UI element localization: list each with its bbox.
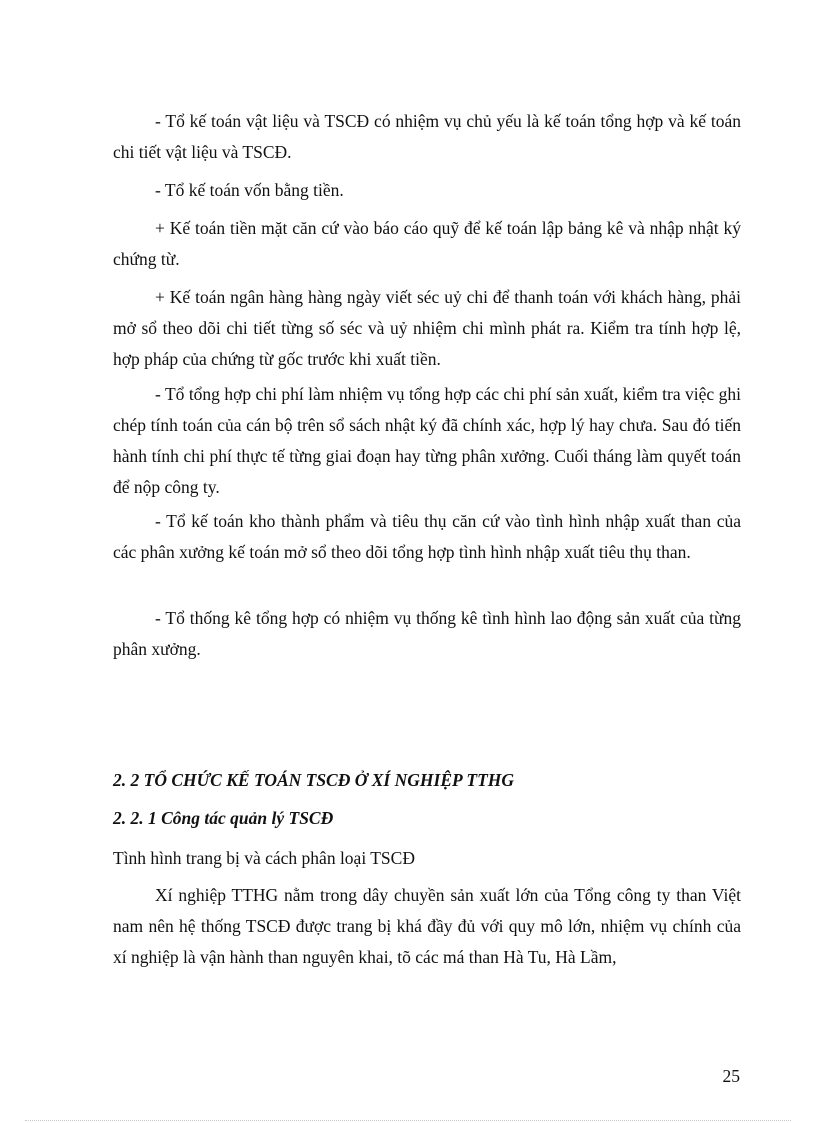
paragraph-cash-team: - Tổ kế toán vốn bằng tiền.: [155, 180, 344, 200]
subsection-lead: Tình hình trang bị và cách phân loại TSCĐ: [113, 848, 415, 868]
paragraph-statistics: - Tổ thống kê tổng hợp có nhiệm vụ thống kê tình hình lao động sản xuất của từng phân xưởng.: [113, 608, 741, 659]
footer-divider: [25, 1120, 791, 1121]
paragraph-cash-accounting: + Kế toán tiền mặt căn cứ vào báo cáo quỹ để kế toán lập bảng kê và nhập nhật ký chứng từ.: [113, 218, 741, 269]
paragraph-bank-accounting: + Kế toán ngân hàng hàng ngày viết séc uỷ chi để thanh toán với khách hàng, phải mở sổ theo dõi chi tiết từng số séc và uỷ nhiệm chi mình phát ra. Kiểm tra tính hợp lệ, hợp pháp của chứng từ gốc trước khi xuất tiền.: [113, 287, 741, 369]
paragraph-cost-summary: - Tổ tổng hợp chi phí làm nhiệm vụ tổng hợp các chi phí sản xuất, kiểm tra việc ghi chép tính toán của cán bộ trên sổ sách nhật ký đã chính xác, hợp lý hay chưa. Sau đó tiến hành tính chi phí thực tế từng giai đoạn hay từng phân xưởng. Cuối tháng làm quyết toán để nộp công ty.: [113, 384, 741, 497]
subsection-paragraph: Xí nghiệp TTHG nằm trong dây chuyền sản xuất lớn của Tổng công ty than Việt nam nên hệ thống TSCĐ được trang bị khá đầy đủ với quy mô lớn, nhiệm vụ chính của xí nghiệp là vận hành than nguyên khai, tõ các má than Hà Tu, Hà Lầm,: [113, 885, 741, 967]
page-number: 25: [722, 1066, 740, 1086]
paragraph-materials-fixed-assets: - Tổ kế toán vật liệu và TSCĐ có nhiệm vụ chủ yếu là kế toán tổng hợp và kế toán chi tiết vật liệu và TSCĐ.: [113, 111, 741, 162]
section-heading: 2. 2 TỔ CHỨC KẾ TOÁN TSCĐ Ở XÍ NGHIỆP TTHG: [113, 770, 515, 790]
paragraph-warehouse-sales: - Tổ kế toán kho thành phẩm và tiêu thụ căn cứ vào tình hình nhập xuất than của các phân xưởng kế toán mở sổ theo dõi tổng hợp tình hình nhập xuất tiêu thụ than.: [113, 511, 741, 562]
subsection-heading: 2. 2. 1 Công tác quản lý TSCĐ: [113, 808, 334, 828]
